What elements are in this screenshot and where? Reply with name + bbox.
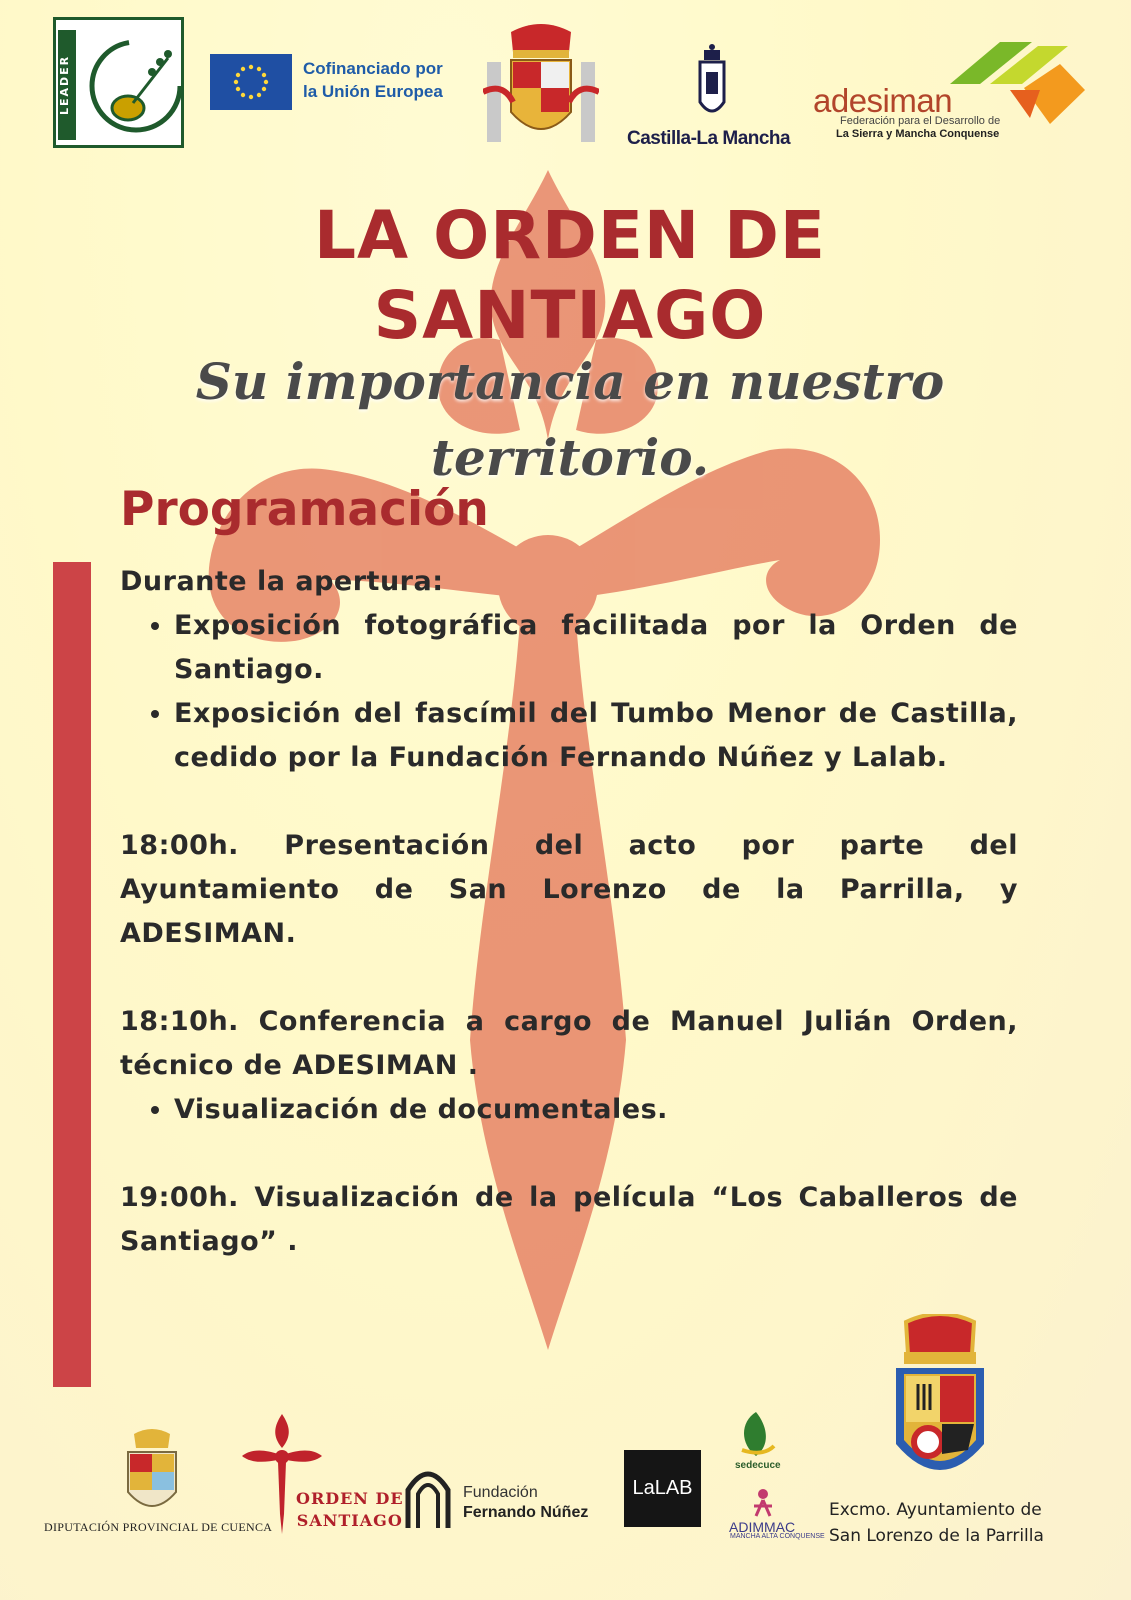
ayuntamiento-line-1: Excmo. Ayuntamiento de	[829, 1500, 1042, 1520]
opening-list	[120, 604, 1018, 780]
ayuntamiento-label	[829, 1497, 1089, 1549]
adimmac-subtitle: MANCHA ALTA CONQUENSE	[730, 1533, 825, 1540]
lalab-logo: LaLAB	[624, 1450, 701, 1527]
san-lorenzo-coat-of-arms-icon	[888, 1314, 992, 1494]
eu-text-line-2: la Unión Europea	[303, 82, 443, 101]
sedecuce-leaf-icon	[736, 1410, 776, 1458]
list-item: • Visualización de documentales.	[174, 1088, 1018, 1132]
adimmac-label: ADIMMAC	[729, 1519, 796, 1535]
title-line-2: SANTIAGO	[373, 277, 767, 354]
event-1900: 19:00h. Visualización de la película “Los Caballeros de Santiago” .	[120, 1182, 1018, 1257]
leader-emblem-icon	[78, 28, 188, 138]
program-content	[120, 560, 1018, 1264]
castilla-la-mancha-label: Castilla-La Mancha	[627, 128, 791, 149]
event-1800: 18:00h. Presentación del acto por parte del Ayuntamiento de San Lorenzo de la Parrilla, y ADESIMAN.	[120, 830, 1018, 949]
subtitle-line-1: Su importancia en nuestro	[195, 352, 945, 411]
fundacion-arch-icon	[402, 1462, 454, 1528]
diputacion-label: DIPUTACIÓN PROVINCIAL DE CUENCA	[44, 1520, 273, 1534]
programacion-heading: Programación	[120, 482, 489, 537]
ayuntamiento-line-2: San Lorenzo de la Parrilla	[829, 1526, 1044, 1546]
list-item: • Exposición fotográfica facilitada por la Orden de Santiago.	[174, 604, 1018, 692]
diputacion-coat-of-arms-icon	[122, 1428, 182, 1520]
subtitle-line-2: territorio.	[430, 428, 710, 487]
title-line-1: LA ORDEN DE	[314, 197, 826, 274]
eu-text-line-1: Cofinanciado por	[303, 59, 443, 78]
eu-flag-icon	[210, 54, 292, 110]
adimmac-figure-icon	[748, 1488, 778, 1520]
fundacion-label-2: Fernando Núñez	[463, 1504, 589, 1521]
fundacion-label-1: Fundación	[463, 1484, 538, 1501]
adesiman-name: adesiman	[813, 82, 953, 119]
eu-cofinanciado-text	[303, 57, 483, 103]
event-1810-list	[120, 1088, 1018, 1132]
sedecuce-label: sedecuce	[735, 1460, 781, 1471]
castilla-la-mancha-emblem-icon	[690, 42, 734, 122]
orden-line-2: SANTIAGO	[296, 1511, 403, 1530]
adesiman-subtitle-2: La Sierra y Mancha Conquense	[836, 128, 1000, 140]
orden-santiago-text	[296, 1488, 404, 1532]
orden-line-1: ORDEN DE	[296, 1489, 404, 1508]
event-1810: 18:10h. Conferencia a cargo de Manuel Julián Orden, técnico de ADESIMAN .	[120, 1006, 1018, 1081]
spain-coat-of-arms-icon	[483, 22, 599, 148]
adesiman-subtitle-1: Federación para el Desarrollo de	[840, 115, 1001, 127]
leader-label: LEADER	[58, 30, 76, 140]
list-item: • Exposición del fascímil del Tumbo Menor de Castilla, cedido por la Fundación Fernando Núñez y Lalab.	[174, 692, 1018, 780]
leader-logo	[53, 17, 184, 148]
red-side-bar	[53, 562, 91, 1387]
opening-label: Durante la apertura:	[120, 566, 444, 597]
